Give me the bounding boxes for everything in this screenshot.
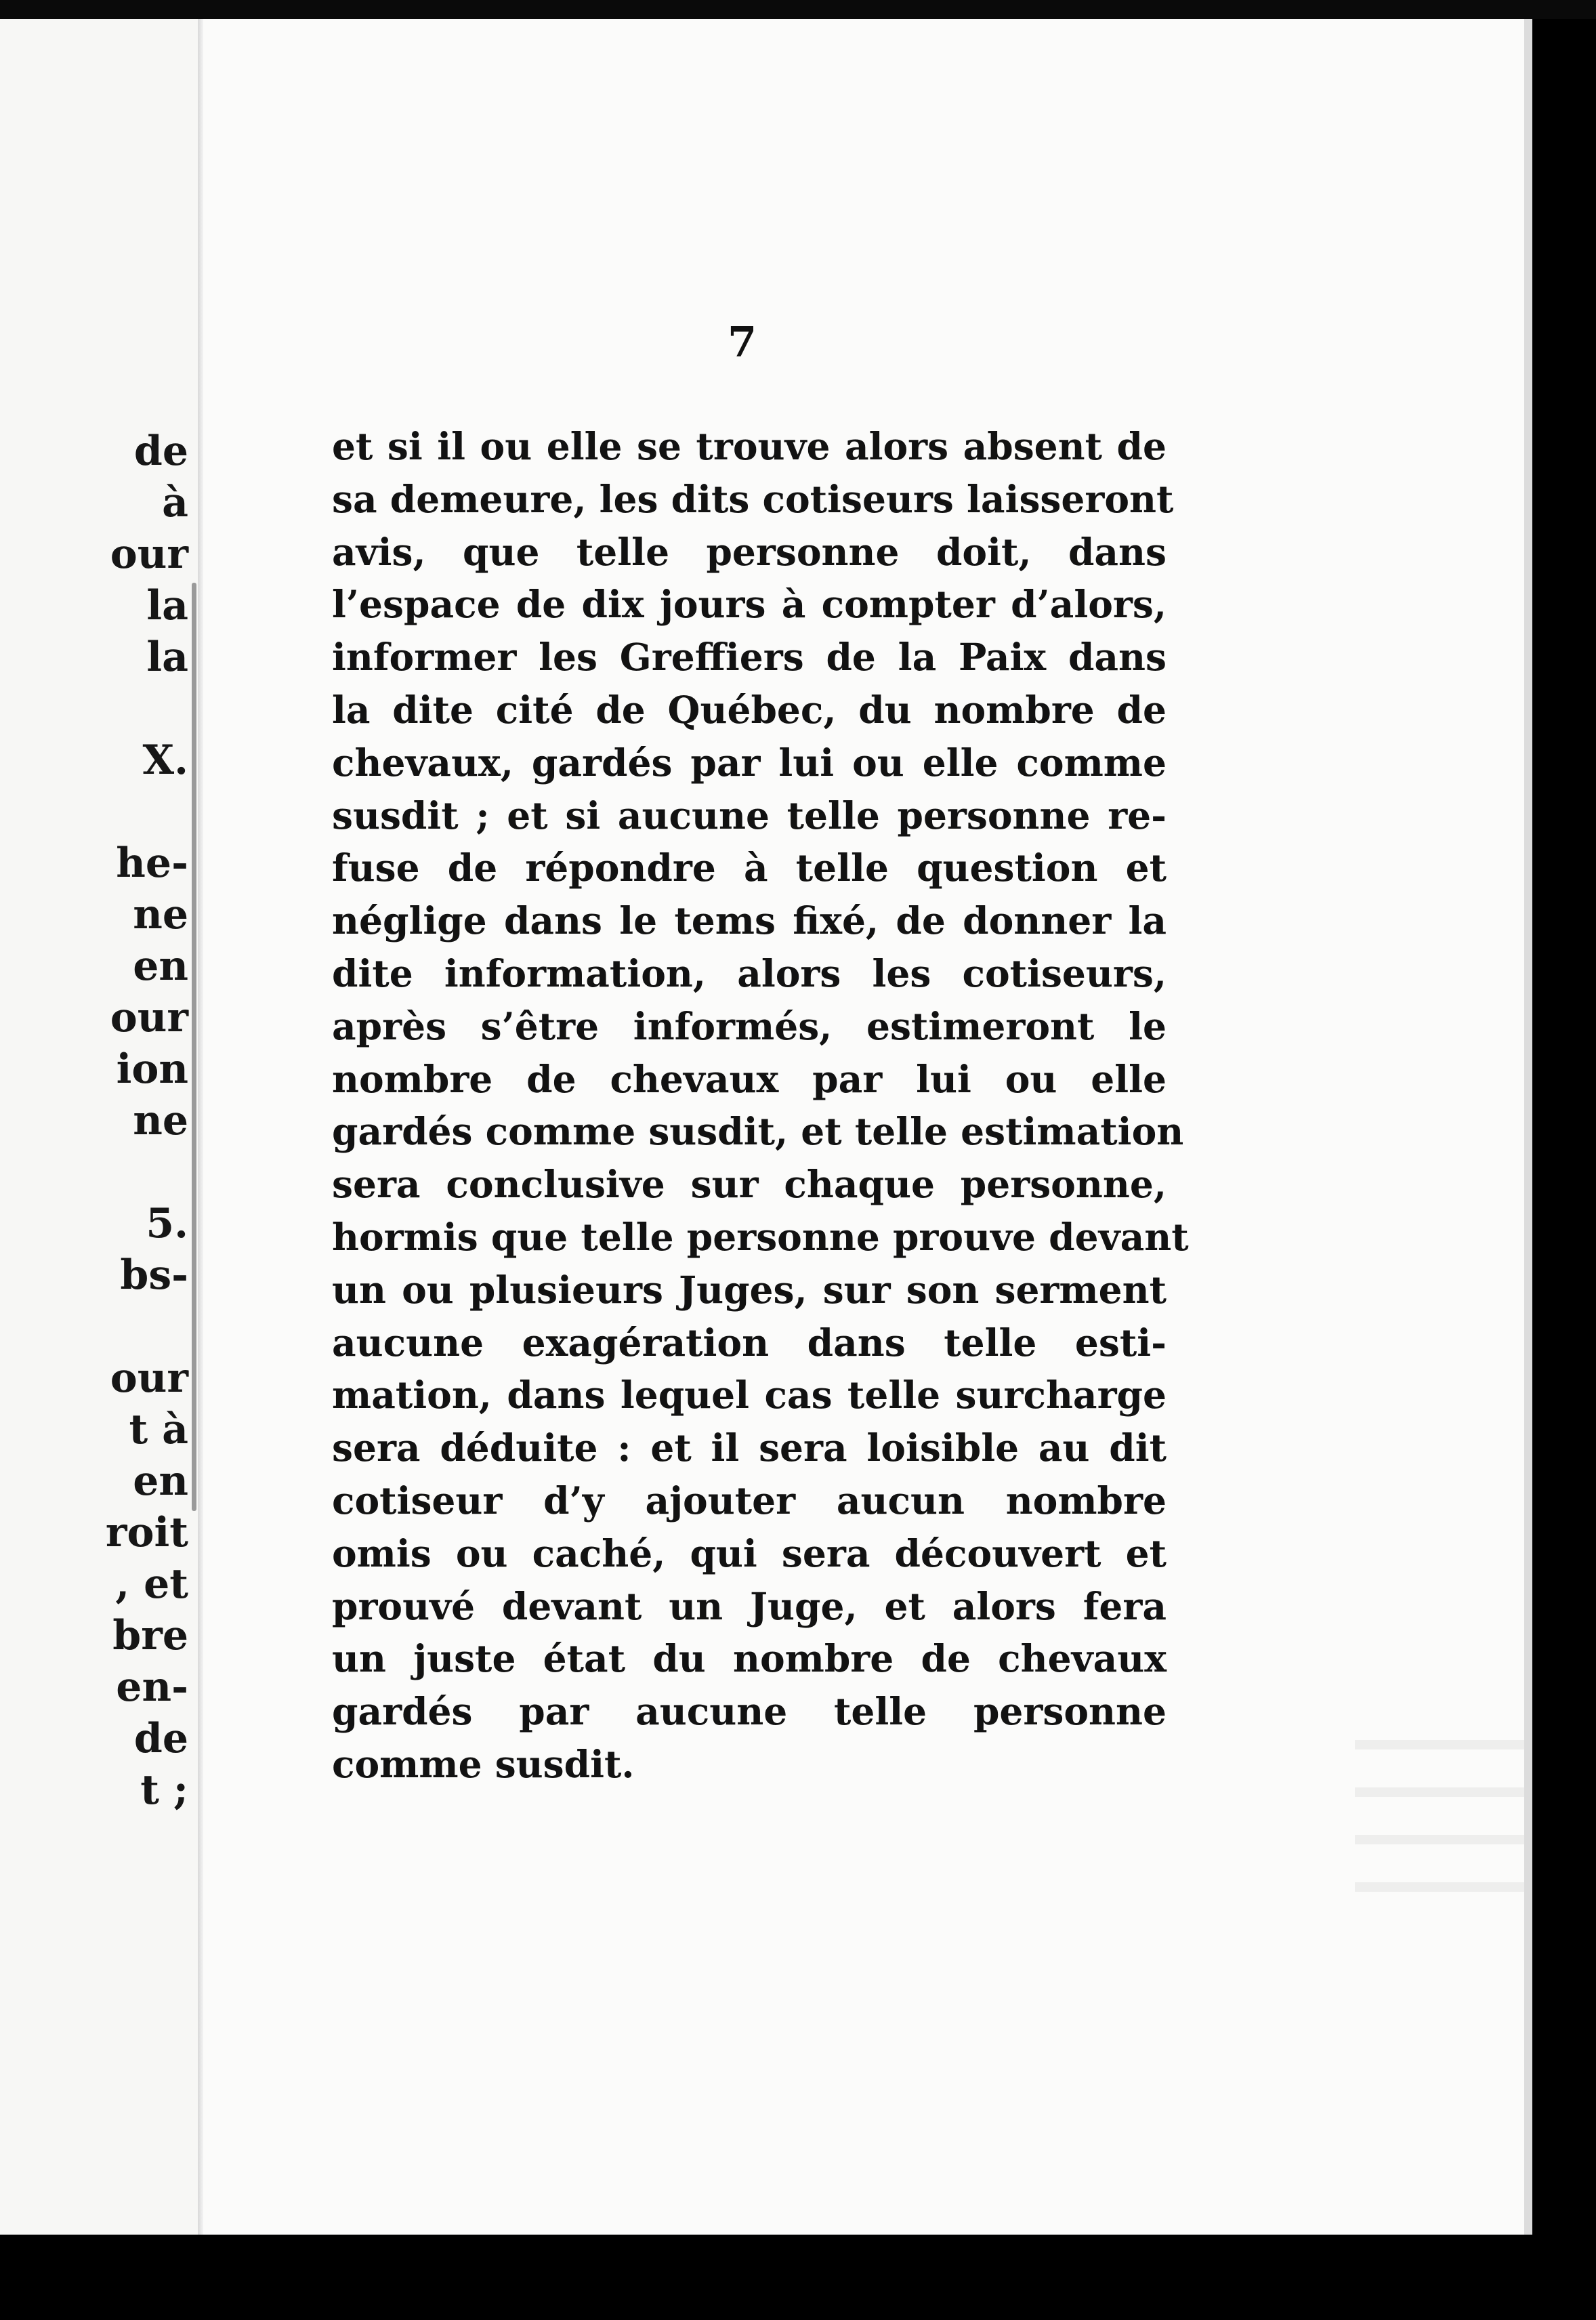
text-line: sera conclusive sur chaque personne, [332,1162,1167,1207]
left-fragment-line: our [110,1354,188,1402]
left-fragment-line: bs- [120,1251,188,1299]
left-fragment-line: de [133,428,188,475]
text-line: mation, dans lequel cas telle surcharge [332,1373,1167,1417]
left-fragment-gap [106,683,188,734]
left-fragment-line: à [162,479,188,526]
page-edge [1524,19,1532,2235]
bleed-through-text [1355,1740,1524,1916]
left-fragment-line: de [133,1715,188,1762]
left-fragment-line: he- [116,840,188,887]
text-line: aucune exagération dans telle esti- [332,1320,1167,1365]
text-line: comme susdit. [332,1741,635,1786]
page-number: 7 [728,317,757,367]
left-page-text-fragments [106,426,188,1816]
text-line: un juste état du nombre de chevaux [332,1636,1167,1681]
left-fragment-gap [106,1301,188,1352]
left-fragment-line: X. [142,737,188,784]
text-line: informer les Greffiers de la Paix dans [332,635,1167,680]
left-fragment-line: roit [105,1509,188,1556]
page-gutter [198,19,203,2235]
text-line: fuse de répondre à telle question et [332,846,1167,890]
text-line: sa demeure, les dits cotiseurs laisseront [332,476,1174,521]
left-fragment-line: bre [112,1612,188,1659]
text-line: gardés comme susdit, et telle estimation [332,1109,1184,1154]
scan-top-shadow [0,0,1596,19]
left-fragment-line: la [146,582,188,629]
left-fragment-line: 5. [146,1200,188,1247]
text-line: chevaux, gardés par lui ou elle comme [332,740,1167,785]
text-line: sera déduite : et il sera loisible au dit [332,1426,1167,1470]
left-fragment-gap [106,1146,188,1198]
left-page [0,19,198,2235]
text-line: hormis que telle personne prouve devant [332,1214,1189,1259]
text-line: cotiseur d’y ajouter aucun nombre [332,1478,1167,1522]
left-fragment-line: ne [133,891,188,938]
left-fragment-line: en [133,942,188,990]
text-line: la dite cité de Québec, du nombre de [332,687,1167,732]
binding-line [192,583,196,1511]
left-fragment-line: t ; [140,1766,188,1814]
left-fragment-line: , et [115,1560,188,1608]
left-fragment-line: our [110,994,188,1041]
text-line: omis ou caché, qui sera découvert et [332,1531,1167,1575]
text-line: et si il ou elle se trouve alors absent de [332,424,1167,468]
left-fragment-line: ion [116,1045,188,1093]
left-fragment-line: la [146,634,188,681]
left-fragment-line: en- [116,1663,188,1711]
left-fragment-line: en [133,1457,188,1505]
left-fragment-line: t à [129,1406,188,1453]
text-line: un ou plusieurs Juges, sur son serment [332,1267,1167,1312]
text-line: dite information, alors les cotiseurs, [332,951,1167,995]
left-fragment-gap [106,786,188,837]
text-line: gardés par aucune telle personne [332,1689,1167,1734]
left-fragment-line: our [110,531,188,578]
text-line: l’espace de dix jours à compter d’alors, [332,582,1167,627]
scan-bottom-shadow [0,2235,1596,2320]
text-line: susdit ; et si aucune telle personne re- [332,793,1167,837]
body-text [332,420,1189,1791]
text-line: avis, que telle personne doit, dans [332,529,1167,574]
text-line: nombre de chevaux par lui ou elle [332,1056,1167,1101]
text-line: prouvé devant un Juge, et alors fera [332,1583,1167,1628]
left-fragment-line: ne [133,1097,188,1144]
text-line: néglige dans le tems fixé, de donner la [332,898,1167,943]
text-line: après s’être informés, estimeront le [332,1003,1167,1048]
